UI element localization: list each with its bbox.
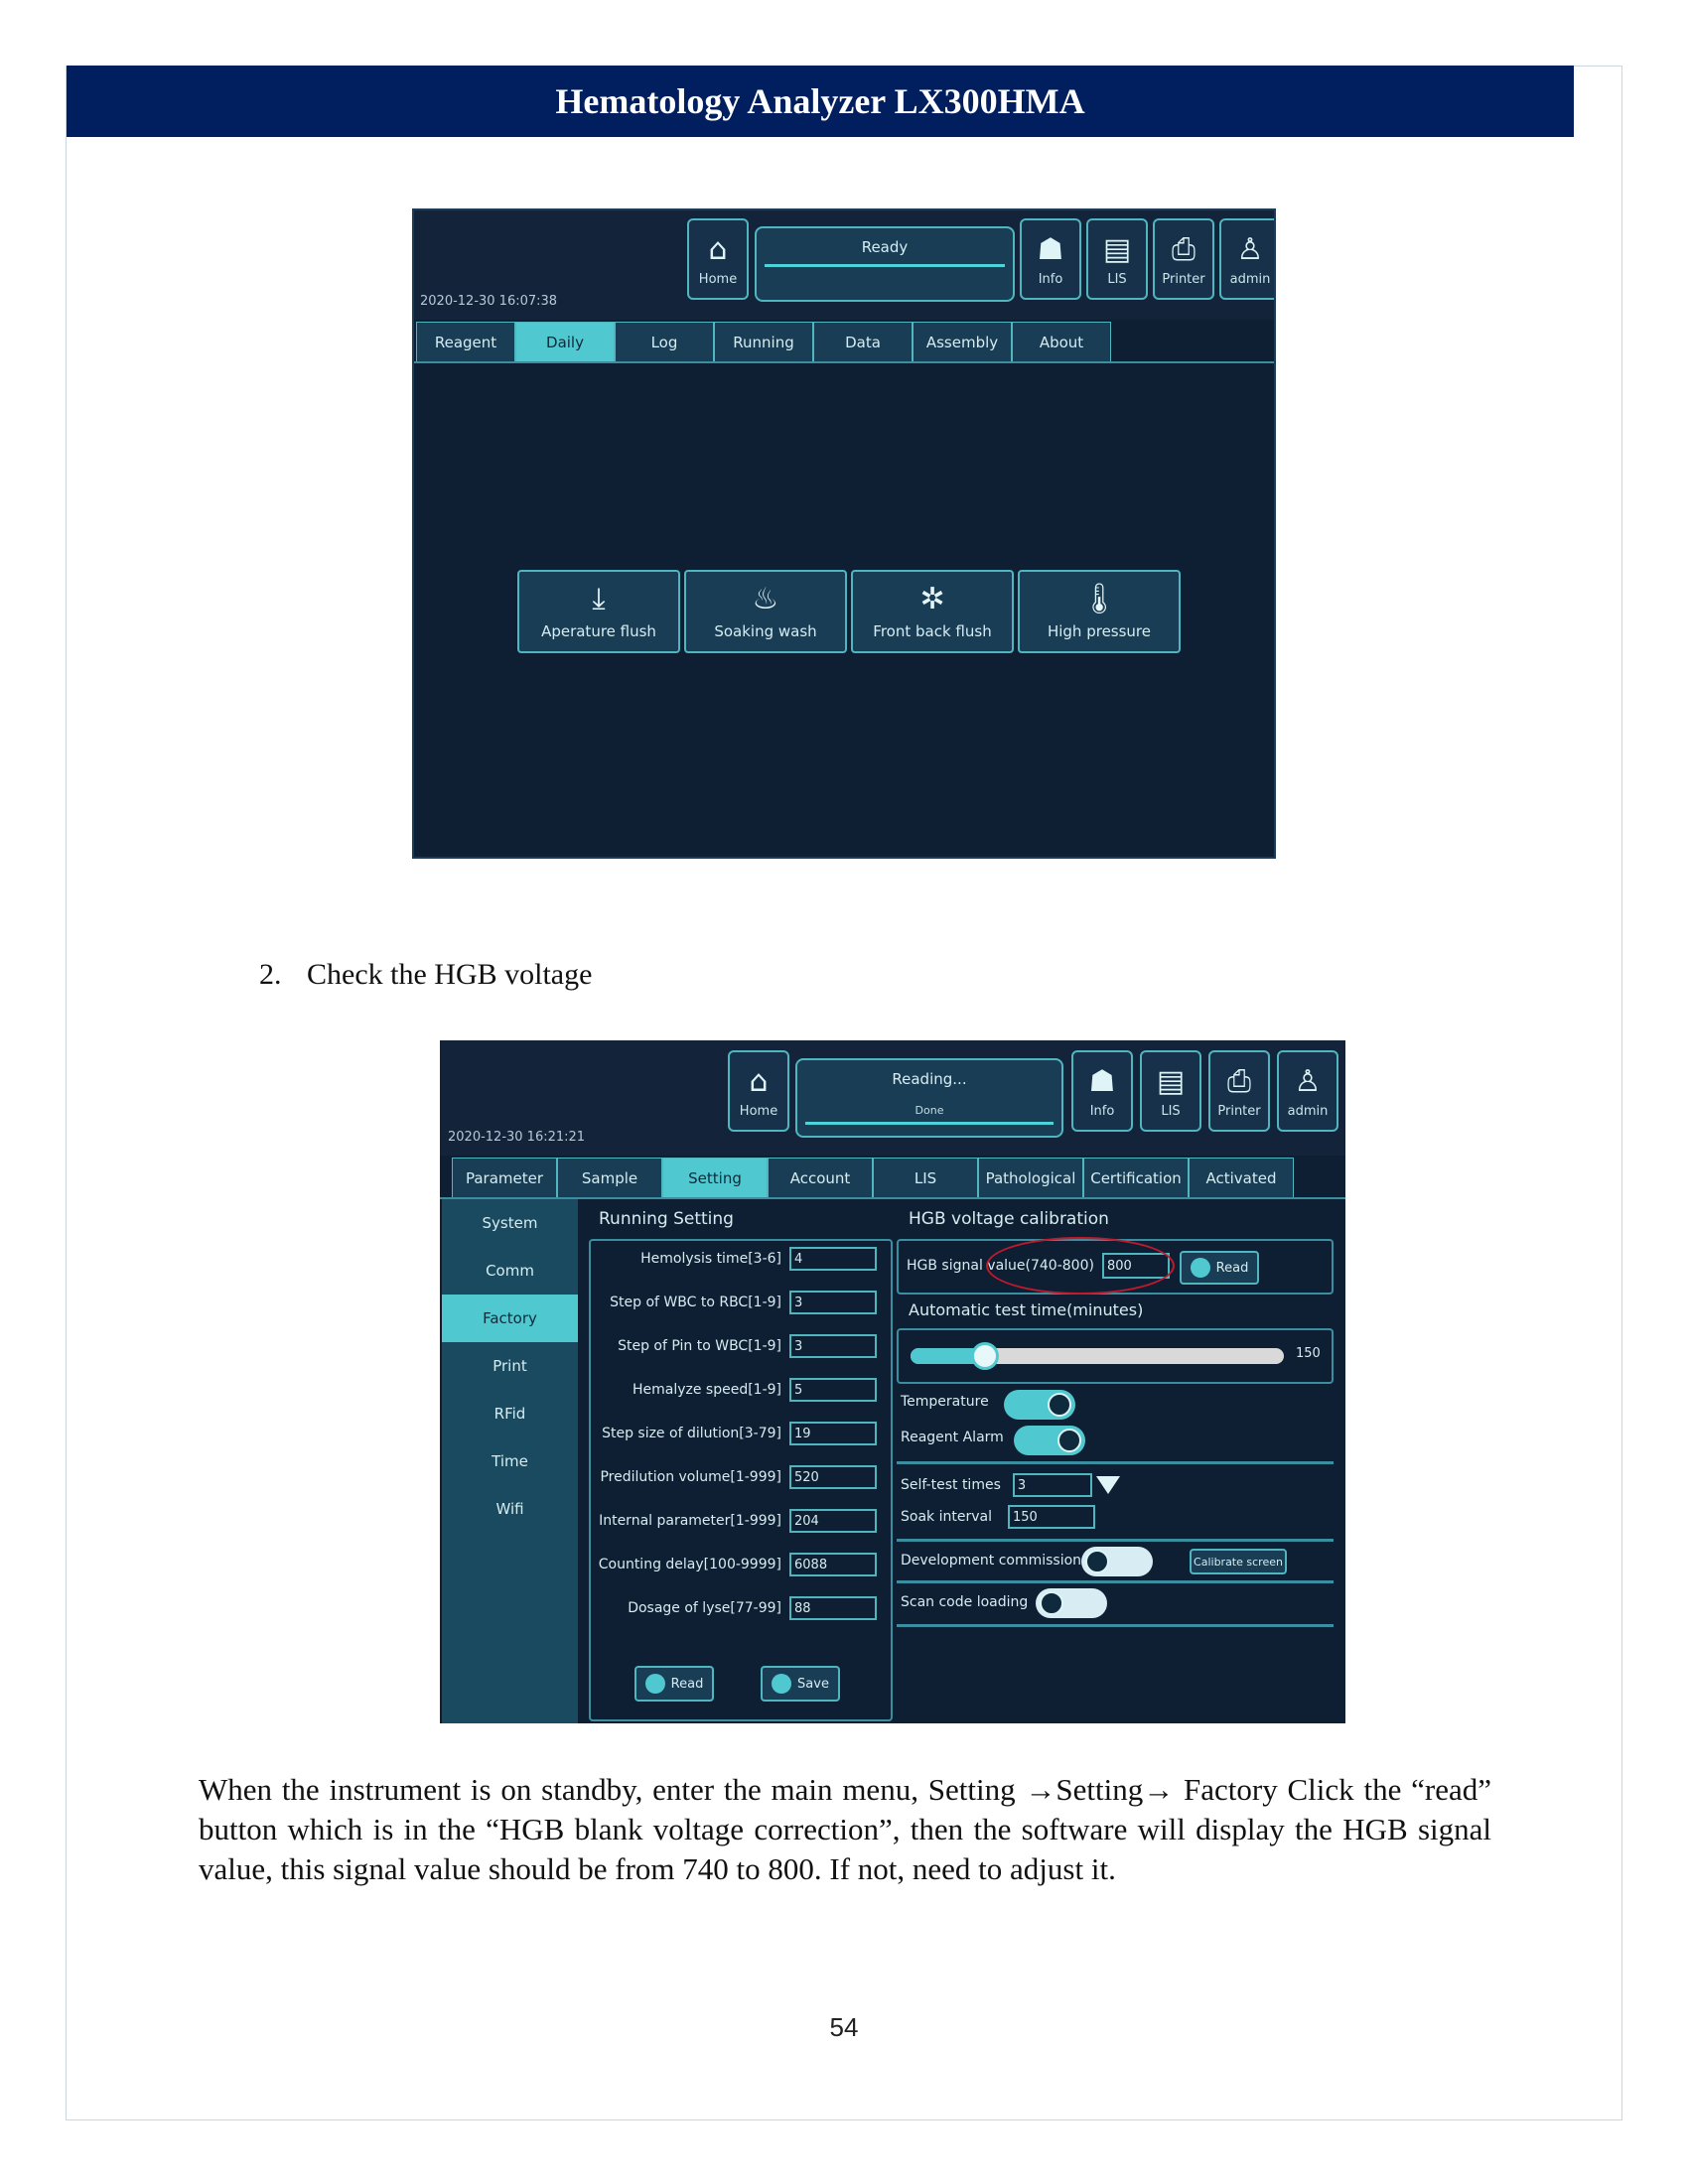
hgb-read-button[interactable]	[1180, 1251, 1259, 1285]
running-setting-row	[640, 1247, 877, 1271]
printer-label: Printer	[1217, 1103, 1261, 1119]
tab-about[interactable]: About	[1012, 322, 1111, 361]
side-item-factory[interactable]: Factory	[442, 1295, 578, 1342]
side-item-rfid[interactable]: RFid	[493, 1405, 526, 1423]
page-header: Hematology Analyzer LX300HMA	[67, 66, 1574, 137]
lis-tile[interactable]	[1140, 1050, 1201, 1132]
tab-parameter[interactable]: Parameter	[452, 1158, 557, 1197]
tab-lis[interactable]: LIS	[873, 1158, 978, 1197]
running-setting-label: Dosage of lyse[77-99]	[628, 1600, 781, 1616]
hgb-calibration-title: HGB voltage calibration	[909, 1209, 1109, 1229]
side-item-wifi[interactable]: Wifi	[495, 1500, 524, 1518]
lis-icon: ▤	[1156, 1063, 1186, 1099]
info-icon: ☗	[1088, 1063, 1116, 1099]
aperature-flush-button[interactable]	[517, 570, 680, 653]
user-icon: ♙	[1236, 231, 1264, 267]
read-icon	[645, 1674, 665, 1694]
save-icon	[772, 1674, 791, 1694]
toggle-knob	[1057, 1429, 1081, 1452]
temperature-label: Temperature	[901, 1394, 989, 1410]
printer-icon: ⎙	[1172, 231, 1196, 267]
running-setting-label: Counting delay[100-9999]	[598, 1557, 781, 1572]
hgb-signal-value[interactable]: 800	[1102, 1253, 1170, 1279]
page-number: 54	[829, 2012, 859, 2042]
status-divider	[805, 1122, 1054, 1125]
instruction-paragraph: When the instrument is on standby, enter the main menu, Setting →Setting→ Factory Click the “read” button which is in the “HGB blank voltage correction”, then the software will display the HGB signal value, this signal value should be from 740 to 800. If not, need to adjust it.	[199, 1772, 1491, 1886]
lis-label: LIS	[1107, 271, 1127, 287]
home-icon: ⌂	[708, 231, 728, 267]
running-setting-input[interactable]: 520	[789, 1465, 877, 1489]
running-setting-row	[599, 1509, 877, 1533]
front-back-flush-button[interactable]	[851, 570, 1014, 653]
running-setting-input[interactable]: 204	[789, 1509, 877, 1533]
running-save-label: Save	[797, 1676, 829, 1692]
tab-certification[interactable]: Certification	[1083, 1158, 1189, 1197]
toggle-knob	[1048, 1393, 1071, 1417]
info-tile[interactable]	[1071, 1050, 1133, 1132]
home-label: Home	[698, 271, 738, 287]
tab-reagent[interactable]: Reagent	[416, 322, 515, 361]
scan-code-label: Scan code loading	[901, 1594, 1029, 1610]
auto-test-slider[interactable]	[911, 1348, 1284, 1364]
lis-label: LIS	[1161, 1103, 1181, 1119]
running-setting-label: Step size of dilution[3-79]	[602, 1426, 781, 1441]
soak-label: Soak interval	[901, 1509, 992, 1525]
home-tile[interactable]	[728, 1050, 789, 1132]
toggle-knob	[1040, 1591, 1063, 1615]
step-number: 2.	[259, 958, 282, 991]
high-pressure-label: High pressure	[1047, 622, 1152, 640]
scan-code-toggle[interactable]	[1036, 1588, 1107, 1618]
dev-commission-label: Development commission	[901, 1553, 1082, 1569]
side-item-system[interactable]: System	[482, 1214, 538, 1232]
self-test-label: Self-test times	[901, 1477, 1001, 1493]
toggle-knob	[1085, 1550, 1109, 1573]
wash-icon: ♨	[752, 582, 779, 616]
home-icon: ⌂	[749, 1063, 769, 1099]
tab-setting[interactable]: Setting	[662, 1158, 768, 1197]
thermometer-icon: 🌡	[1079, 582, 1119, 616]
running-setting-input[interactable]: 4	[789, 1247, 877, 1271]
user-icon: ♙	[1294, 1063, 1322, 1099]
temperature-toggle[interactable]	[1004, 1390, 1075, 1420]
printer-label: Printer	[1162, 271, 1205, 287]
admin-label: admin	[1287, 1103, 1329, 1119]
running-setting-row	[628, 1596, 877, 1620]
self-test-select[interactable]: 3	[1013, 1473, 1092, 1497]
home-label: Home	[739, 1103, 778, 1119]
status-box	[755, 226, 1015, 302]
daily-screen-screenshot	[412, 208, 1276, 859]
info-label: Info	[1038, 271, 1063, 287]
lis-tile[interactable]	[1086, 218, 1148, 300]
flush-icon: ⤓	[592, 582, 606, 616]
side-item-comm[interactable]: Comm	[486, 1262, 534, 1280]
reagent-alarm-label: Reagent Alarm	[901, 1430, 1004, 1445]
hgb-signal-label: HGB signal value(740-800)	[907, 1258, 1094, 1274]
info-tile[interactable]	[1020, 218, 1081, 300]
tab-log[interactable]: Log	[615, 322, 714, 361]
tab-bar	[452, 1158, 1294, 1197]
status-text: Ready	[861, 238, 909, 256]
running-setting-row	[610, 1291, 877, 1314]
slider-value: 150	[1296, 1346, 1321, 1361]
step-heading	[259, 958, 592, 992]
side-item-print[interactable]: Print	[492, 1357, 527, 1375]
running-setting-row	[600, 1465, 877, 1489]
tab-assembly[interactable]: Assembly	[913, 322, 1012, 361]
tab-account[interactable]: Account	[768, 1158, 873, 1197]
tab-pathological[interactable]: Pathological	[978, 1158, 1083, 1197]
running-setting-label: Internal parameter[1-999]	[599, 1513, 781, 1529]
soaking-wash-label: Soaking wash	[714, 622, 817, 640]
tab-activated[interactable]: Activated	[1189, 1158, 1294, 1197]
running-read-button[interactable]	[634, 1666, 714, 1702]
running-setting-label: Predilution volume[1-999]	[600, 1469, 781, 1485]
tab-data[interactable]: Data	[813, 322, 913, 361]
info-label: Info	[1089, 1103, 1115, 1119]
aperature-flush-label: Aperature flush	[541, 622, 656, 640]
running-setting-label: Hemolysis time[3-6]	[640, 1251, 781, 1267]
admin-label: admin	[1229, 271, 1271, 287]
tab-divider	[414, 361, 1274, 363]
hgb-read-label: Read	[1215, 1260, 1249, 1276]
dropdown-arrow-icon[interactable]	[1096, 1476, 1120, 1494]
running-setting-row	[618, 1334, 877, 1358]
lis-icon: ▤	[1102, 231, 1132, 267]
info-icon: ☗	[1037, 231, 1064, 267]
running-setting-input[interactable]: 19	[789, 1422, 877, 1445]
slider-knob[interactable]	[971, 1342, 999, 1370]
soak-input[interactable]: 150	[1008, 1505, 1095, 1529]
side-menu	[442, 1199, 578, 1723]
status-divider	[765, 264, 1005, 267]
front-back-flush-label: Front back flush	[873, 622, 992, 640]
datetime: 2020-12-30 16:21:21	[448, 1130, 586, 1145]
tab-sample[interactable]: Sample	[557, 1158, 662, 1197]
separator	[897, 1461, 1334, 1464]
running-setting-input[interactable]: 6088	[789, 1553, 877, 1576]
running-setting-label: Step of Pin to WBC[1-9]	[618, 1338, 781, 1354]
highlight-ellipse	[986, 1237, 1175, 1295]
running-setting-row	[602, 1422, 877, 1445]
admin-tile[interactable]	[1277, 1050, 1338, 1132]
status-box	[795, 1058, 1063, 1138]
home-tile[interactable]	[687, 218, 749, 300]
status-subtext: Done	[914, 1104, 944, 1117]
auto-test-label: Automatic test time(minutes)	[909, 1300, 1144, 1319]
status-text: Reading...	[892, 1070, 967, 1088]
running-setting-label: Step of WBC to RBC[1-9]	[610, 1295, 781, 1310]
read-icon	[1191, 1258, 1210, 1278]
dev-commission-toggle[interactable]	[1081, 1547, 1153, 1576]
self-test-row	[901, 1473, 1120, 1497]
running-setting-row	[633, 1378, 877, 1402]
soak-row	[901, 1505, 1095, 1529]
running-save-button[interactable]	[761, 1666, 840, 1702]
running-read-label: Read	[670, 1676, 704, 1692]
running-setting-input[interactable]: 3	[789, 1291, 877, 1314]
separator	[897, 1624, 1334, 1627]
separator	[897, 1580, 1334, 1583]
running-setting-row	[599, 1553, 877, 1576]
factory-setting-screenshot	[440, 1040, 1345, 1723]
running-setting-input[interactable]: 3	[789, 1334, 877, 1358]
calibrate-screen-button[interactable]: Calibrate screen	[1190, 1549, 1287, 1574]
soaking-wash-button[interactable]	[684, 570, 847, 653]
high-pressure-button[interactable]	[1018, 570, 1181, 653]
running-setting-input[interactable]: 88	[789, 1596, 877, 1620]
tab-daily[interactable]: Daily	[515, 322, 615, 361]
admin-tile[interactable]	[1219, 218, 1276, 300]
side-item-time[interactable]: Time	[492, 1452, 528, 1470]
datetime: 2020-12-30 16:07:38	[420, 294, 558, 309]
tab-running[interactable]: Running	[714, 322, 813, 361]
tab-bar	[416, 322, 1111, 361]
running-setting-label: Hemalyze speed[1-9]	[632, 1382, 781, 1398]
printer-tile[interactable]	[1153, 218, 1214, 300]
running-setting-input[interactable]: 5	[789, 1378, 877, 1402]
printer-tile[interactable]	[1208, 1050, 1270, 1132]
spray-icon: ✲	[919, 582, 945, 616]
separator	[897, 1539, 1334, 1542]
printer-icon: ⎙	[1227, 1063, 1251, 1099]
step-text: Check the HGB voltage	[307, 958, 593, 991]
running-setting-title: Running Setting	[599, 1209, 734, 1229]
reagent-alarm-toggle[interactable]	[1014, 1426, 1085, 1455]
